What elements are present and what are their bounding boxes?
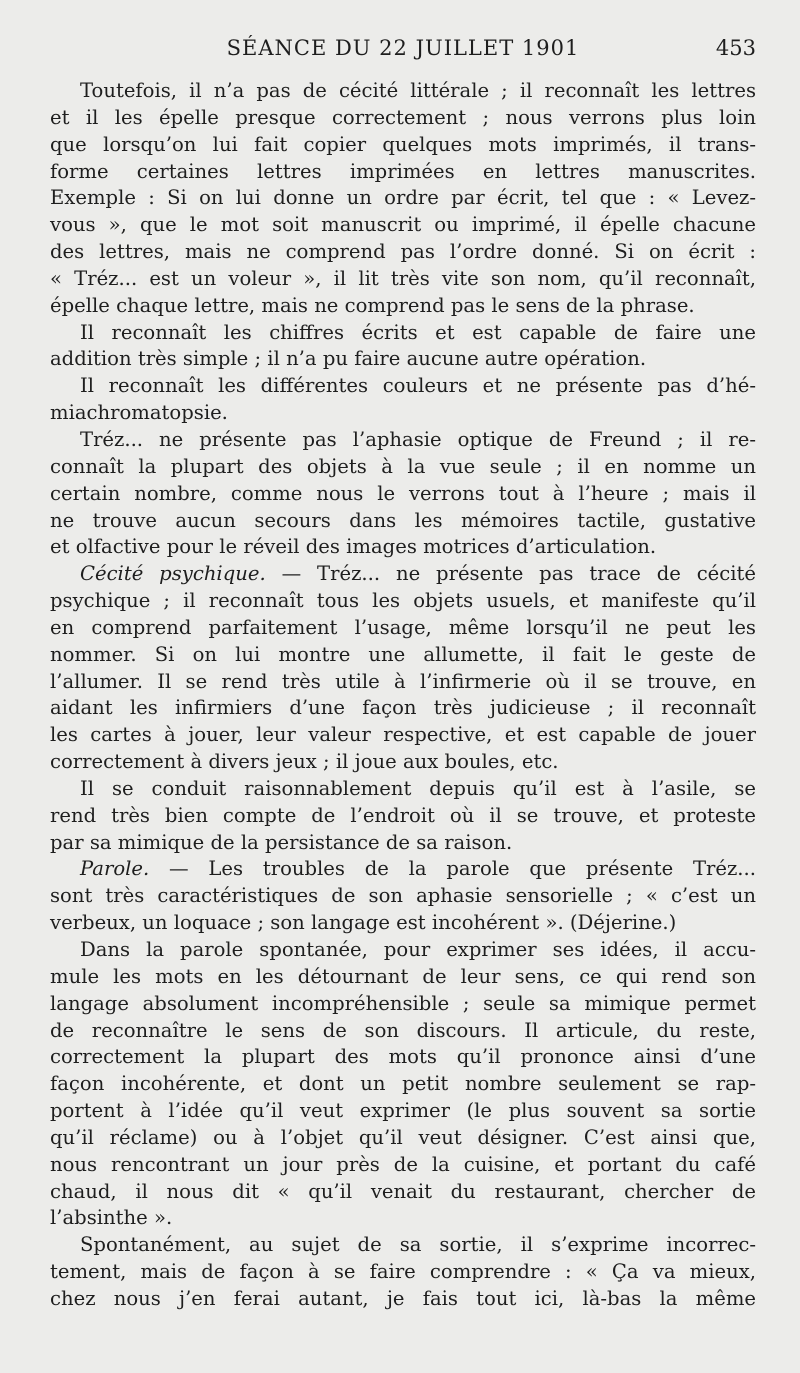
text-line: et olfactive pour le réveil des images motrices d’articulation.: [50, 535, 657, 559]
section-heading: Parole.: [80, 857, 150, 881]
text-line: portent à l’idée qu’il veut exprimer (le plus souvent sa sortie: [50, 1099, 756, 1123]
text-line: forme certaines lettres imprimées en lettres manuscrites.: [50, 159, 756, 183]
text-line: Il se conduit raisonnablement depuis qu’il est à l’asile, se: [80, 776, 756, 800]
text-line: l’allumer. Il se rend très utile à l’infirmerie où il se trouve, en: [50, 669, 756, 693]
text-line: sont très caractéristiques de son aphasie sensorielle ; « c’est un: [50, 884, 756, 908]
text-line: Il reconnaît les différentes couleurs et ne présente pas d’hé-: [80, 374, 756, 398]
text-line: Tréz... ne présente pas l’aphasie optique de Freund ; il re-: [80, 427, 756, 451]
text-line: correctement la plupart des mots qu’il prononce ainsi d’une: [50, 1045, 756, 1069]
text-line: rend très bien compte de l’endroit où il se trouve, et proteste: [50, 803, 756, 827]
text-line: mule les mots en les détournant de leur sens, ce qui rend son: [50, 964, 756, 988]
text-line: Spontanément, au sujet de sa sortie, il s’exprime incorrec-: [80, 1233, 756, 1257]
text-line: tement, mais de façon à se faire comprendre : « Ça va mieux,: [50, 1260, 756, 1284]
section-heading: Cécité psychique.: [80, 562, 266, 586]
text-line: et il les épelle presque correctement ; nous verrons plus loin: [50, 105, 756, 129]
page-number: 453: [715, 36, 756, 60]
text-line: que lorsqu’on lui fait copier quelques mots imprimés, il trans-: [50, 132, 756, 156]
text-line: « Tréz... est un voleur », il lit très vite son nom, qu’il reconnaît,: [50, 266, 756, 290]
page-header: [50, 36, 756, 72]
text-line: l’absinthe ».: [50, 1206, 173, 1230]
text-line: langage absolument incompréhensible ; seule sa mimique permet: [50, 991, 756, 1015]
text-line: épelle chaque lettre, mais ne comprend pas le sens de la phrase.: [50, 293, 695, 317]
text-line: certain nombre, comme nous le verrons tout à l’heure ; mais il: [50, 481, 756, 505]
text-line: nous rencontrant un jour près de la cuisine, et portant du café: [50, 1152, 756, 1176]
text-line: miachromatopsie.: [50, 401, 228, 425]
text-line: qu’il réclame) ou à l’objet qu’il veut désigner. C’est ainsi que,: [50, 1125, 756, 1149]
body-text: [50, 78, 756, 1313]
text-line: Exemple : Si on lui donne un ordre par écrit, tel que : « Levez-: [50, 186, 756, 210]
text-line: façon incohérente, et dont un petit nombre seulement se rap-: [50, 1072, 756, 1096]
text-line: correctement à divers jeux ; il joue aux boules, etc.: [50, 750, 559, 774]
text-line: psychique ; il reconnaît tous les objets usuels, et manifeste qu’il: [50, 589, 756, 613]
text-line: Il reconnaît les chiffres écrits et est capable de faire une: [80, 320, 756, 344]
text-line: en comprend parfaitement l’usage, même lorsqu’il ne peut les: [50, 615, 756, 639]
text-line: de reconnaître le sens de son discours. Il articule, du reste,: [50, 1018, 756, 1042]
text-line: chez nous j’en ferai autant, je fais tout ici, là-bas la même: [50, 1286, 756, 1310]
text-line: aidant les infirmiers d’une façon très judicieuse ; il reconnaît: [50, 696, 756, 720]
text-line: chaud, il nous dit « qu’il venait du restaurant, chercher de: [50, 1179, 756, 1203]
text-line-parole: Parole. — Les troubles de la parole que présente Tréz...: [80, 857, 756, 881]
text-line: verbeux, un loquace ; son langage est incohérent ». (Déjerine.): [50, 911, 677, 935]
text-line: nommer. Si on lui montre une allumette, il fait le geste de: [50, 642, 756, 666]
text-line: ne trouve aucun secours dans les mémoires tactile, gustative: [50, 508, 756, 532]
running-head: SÉANCE DU 22 JUILLET 1901: [226, 36, 580, 60]
text-line: les cartes à jouer, leur valeur respective, et est capable de jouer: [50, 723, 756, 747]
text-line-cecite: Cécité psychique. — Tréz... ne présente pas trace de cécité: [80, 562, 756, 586]
text-line: Toutefois, il n’a pas de cécité littérale ; il reconnaît les lettres: [80, 79, 756, 102]
text-line: Dans la parole spontanée, pour exprimer ses idées, il accu-: [80, 938, 756, 961]
text-line: par sa mimique de la persistance de sa raison.: [50, 830, 513, 854]
text-line: addition très simple ; il n’a pu faire aucune autre opération.: [50, 347, 647, 371]
text-line: vous », que le mot soit manuscrit ou imprimé, il épelle chacune: [50, 213, 756, 237]
text-line: des lettres, mais ne comprend pas l’ordre donné. Si on écrit :: [50, 240, 756, 264]
text-line: connaît la plupart des objets à la vue seule ; il en nomme un: [50, 454, 756, 478]
